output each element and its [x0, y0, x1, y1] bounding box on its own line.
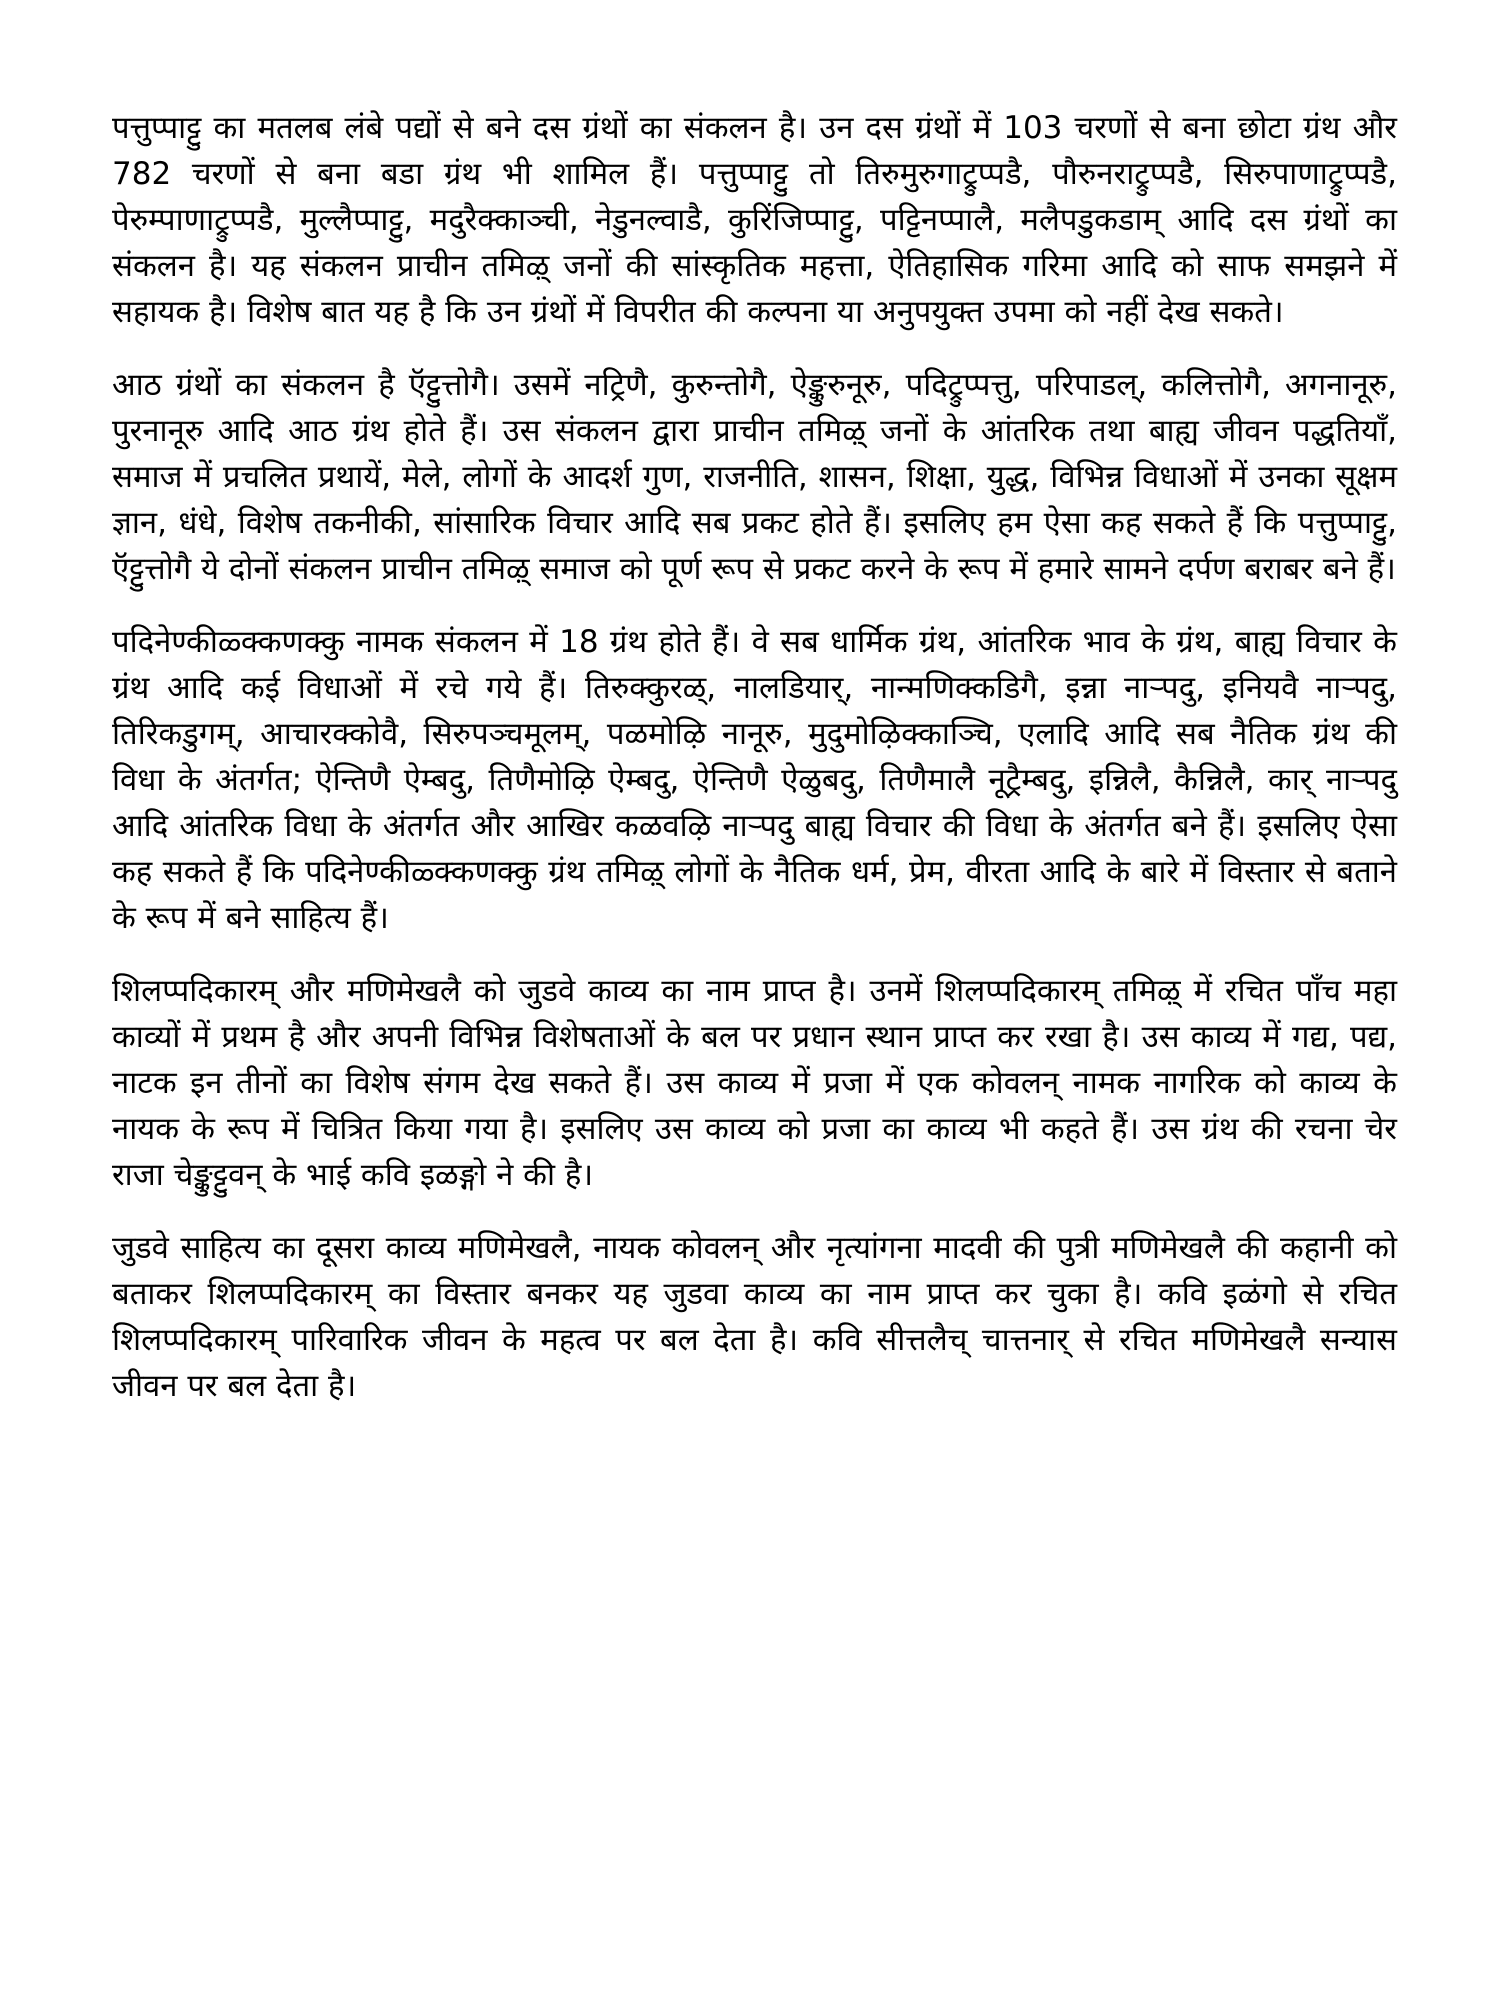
paragraph-silappadikaram: शिलप्पदिकारम् और मणिमेखलै को जुडवे काव्य का नाम प्राप्त है। उनमें शिलप्पदिकारम् तमिऴ् में रचित पाँच महा काव्यों में प्रथम है और अपनी विभिन्न विशेषताओं के बल पर प्रधान स्थान प्राप्त कर रखा है। उस काव्य में गद्य, पद्य, नाटक इन तीनों का विशेष संगम देख सकते हैं। उस काव्य में प्रजा में एक कोवलन् नामक नागरिक को काव्य के नायक के रूप में चित्रित किया गया है। इसलिए उस काव्य को प्रजा का काव्य भी कहते हैं। उस ग्रंथ की रचना चेर राजा चेङ्कुट्टुवन् के भाई कवि इळङ्गो ने की है। — [112, 973, 1397, 1193]
paragraph-ettuttogai: आठ ग्रंथों का संकलन है ऍट्टुत्तोगै। उसमें नट्रिणै, कुरुन्तोगै, ऐङ्कुरुनूरु, पदिट्रुप्पत्तु, परिपाडल्, कलित्तोगै, अगनानूरु, पुरनानूरु आदि आठ ग्रंथ होते हैं। उस संकलन द्वारा प्राचीन तमिऴ् जनों के आंतरिक तथा बाह्य जीवन पद्धतियाँ, समाज में प्रचलित प्रथायें, मेले, लोगों के आदर्श गुण, राजनीति, शासन, शिक्षा, युद्ध, विभिन्न विधाओं में उनका सूक्षम ज्ञान, धंधे, विशेष तकनीकी, सांसारिक विचार आदि सब प्रकट होते हैं। इसलिए हम ऐसा कह सकते हैं कि पत्तुप्पाट्टु, ऍट्टुत्तोगै ये दोनों संकलन प्राचीन तमिऴ् समाज को पूर्ण रूप से प्रकट करने के रूप में हमारे सामने दर्पण बराबर बने हैं। — [112, 367, 1397, 587]
paragraph-padinenkilkkanakku: पदिनेण्कीळ्क्कणक्कु नामक संकलन में 18 ग्रंथ होते हैं। वे सब धार्मिक ग्रंथ, आंतरिक भाव के ग्रंथ, बाह्य विचार के ग्रंथ आदि कई विधाओं में रचे गये हैं। तिरुक्कुरळ्, नालडियार्, नान्मणिक्कडिगै, इन्ना नाऱ्पदु, इनियवै नाऱ्पदु, तिरिकडुगम्, आचारक्कोवै, सिरुपञ्चमूलम्, पळमोऴि नानूरु, मुदुमोऴिक्काञ्चि, एलादि आदि सब नैतिक ग्रंथ की विधा के अंतर्गत; ऐन्तिणै ऐम्बदु, तिणैमोऴि ऐम्बदु, ऐन्तिणै ऐळुबदु, तिणैमालै नूट्रैम्बदु, इन्निलै, कैन्निलै, कार् नाऱ्पदु आदि आंतरिक विधा के अंतर्गत और आखिर कळवऴि नाऱ्पदु बाह्य विचार की विधा के अंतर्गत बने हैं। इसलिए ऐसा कह सकते हैं कि पदिनेण्कीळ्क्कणक्कु ग्रंथ तमिऴ् लोगों के नैतिक धर्म, प्रेम, वीरता आदि के बारे में विस्तार से बताने के रूप में बने साहित्य हैं। — [112, 624, 1397, 936]
document-page — [112, 105, 1397, 1436]
paragraph-pattuppattu: पत्तुप्पाट्टु का मतलब लंबे पद्यों से बने दस ग्रंथों का संकलन है। उन दस ग्रंथों में 103 चरणों से बना छोटा ग्रंथ और 782 चरणों से बना बडा ग्रंथ भी शामिल हैं। पत्तुप्पाट्टु तो तिरुमुरुगाट्रुप्पडै, पौरुनराट्रुप्पडै, सिरुपाणाट्रुप्पडै, पेरुम्पाणाट्रुप्पडै, मुल्लैप्पाट्टु, मदुरैक्काञ्ची, नेडुनल्वाडै, कुरिंजिप्पाट्टु, पट्टिनप्पालै, मलैपडुकडाम् आदि दस ग्रंथों का संकलन है। यह संकलन प्राचीन तमिऴ् जनों की सांस्कृतिक महत्ता, ऐतिहासिक गरिमा आदि को साफ समझने में सहायक है। विशेष बात यह है कि उन ग्रंथों में विपरीत की कल्पना या अनुपयुक्त उपमा को नहीं देख सकते। — [112, 110, 1397, 330]
paragraph-manimekhalai: जुडवे साहित्य का दूसरा काव्य मणिमेखलै, नायक कोवलन् और नृत्यांगना मादवी की पुत्री मणिमेखलै की कहानी को बताकर शिलप्पदिकारम् का विस्तार बनकर यह जुडवा काव्य का नाम प्राप्त कर चुका है। कवि इळंगो से रचित शिलप्पदिकारम् पारिवारिक जीवन के महत्व पर बल देता है। कवि सीत्तलैच् चात्तनार् से रचित मणिमेखलै सन्यास जीवन पर बल देता है। — [112, 1230, 1397, 1404]
